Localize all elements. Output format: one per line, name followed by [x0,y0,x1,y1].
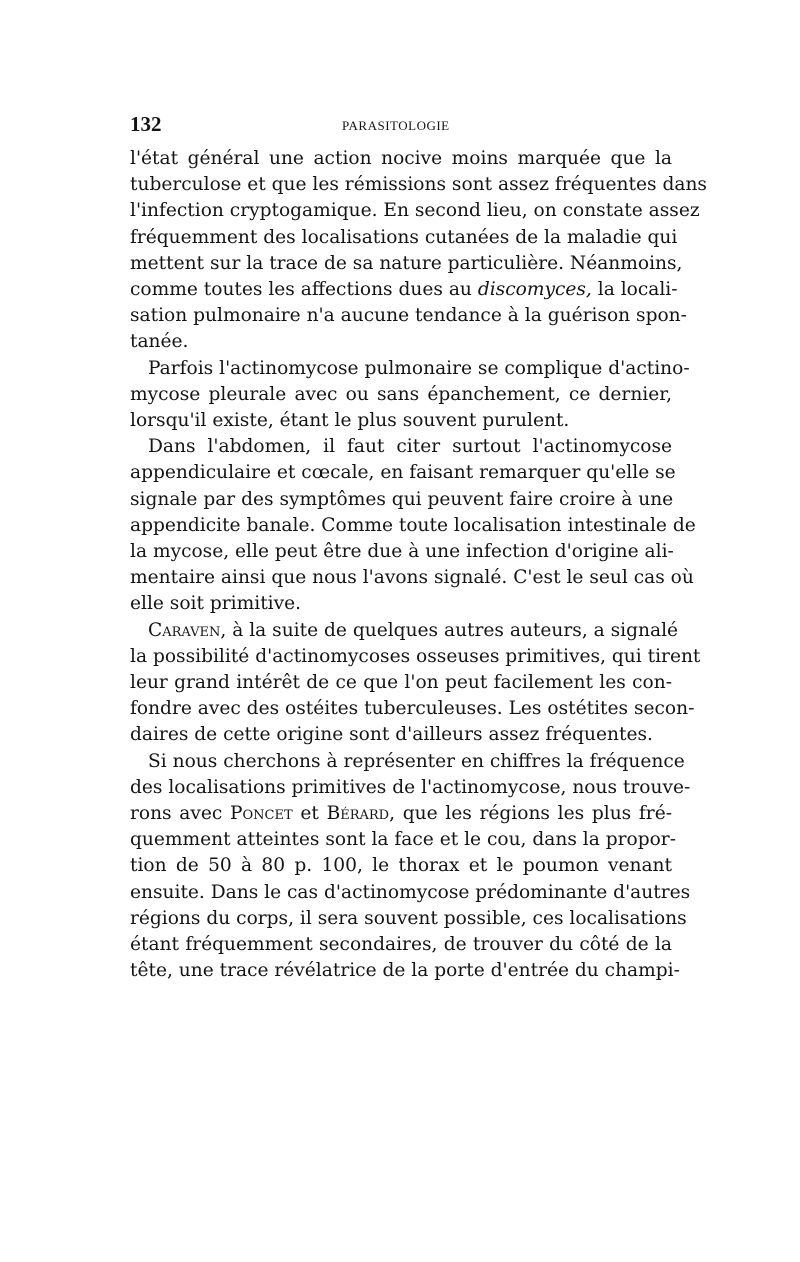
text-line-20: la possibilité d'actinomycoses osseuses primitives, qui tirent [130,645,701,667]
text-run: la locali- [591,279,678,301]
text-run: , que les régions les plus fré- [389,803,672,825]
text-line-23: daires de cette origine sont d'ailleurs assez fréquentes. [130,724,653,746]
running-head [130,112,672,146]
author-name: Caraven [148,619,221,641]
text-line-6 [130,277,678,303]
text-line-28: tion de 50 à 80 p. 100, le thorax et le poumon venant [130,855,672,877]
page-number: 132 [130,112,162,136]
text-run: et [292,803,327,825]
text-run: rons avec [130,803,231,825]
text-line-32: tête, une trace révélatrice de la porte d'entrée du champi- [130,960,680,982]
text-line-11: lorsqu'il existe, étant le plus souvent purulent. [130,410,570,432]
text-line-8: tanée. [130,331,189,353]
text-line-14: signale par des symptômes qui peuvent faire croire à une [130,488,674,510]
body-text [130,146,707,985]
text-line-26 [130,801,672,827]
running-title: PARASITOLOGIE [342,118,450,133]
text-line-16: la mycose, elle peut être due à une infection d'origine ali- [130,541,674,563]
text-line-22: fondre avec des ostéites tuberculeuses. Les ostétites secon- [130,698,695,720]
text-line-13: appendiculaire et cœcale, en faisant remarquer qu'elle se [130,462,676,484]
author-name: Bérard [326,803,390,825]
text-line-10: mycose pleurale avec ou sans épanchement, ce dernier, [130,383,672,405]
text-line-21: leur grand intérêt de ce que l'on peut facilement les con- [130,672,672,694]
text-line-1: l'état général une action nocive moins marquée que la [130,148,672,169]
text-line-31: étant fréquemment secondaires, de trouver du côté de la [130,934,672,956]
text-line-17: mentaire ainsi que nous l'avons signalé. C'est le seul cas où [130,567,694,589]
text-line-18: elle soit primitive. [130,593,302,615]
text-line-12: Dans l'abdomen, il faut citer surtout l'actinomycose [148,436,672,458]
text-line-27: quemment atteintes sont la face et le cou, dans la propor- [130,829,676,851]
text-line-19 [130,618,679,644]
text-line-2: tuberculose et que les rémissions sont assez fréquentes dans [130,174,707,196]
text-line-4: fréquemment des localisations cutanées de la maladie qui [130,226,678,248]
text-line-24: Si nous cherchons à représenter en chiffres la fréquence [148,750,685,772]
text-line-29: ensuite. Dans le cas d'actinomycose prédominante d'autres [130,881,691,903]
text-line-7: sation pulmonaire n'a aucune tendance à la guérison spon- [130,305,687,327]
text-run: , à la suite de quelques autres auteurs, a signalé [220,619,679,641]
italic-term: discomyces, [477,279,592,301]
text-line-9: Parfois l'actinomycose pulmonaire se complique d'actino- [148,357,690,379]
text-run: comme toutes les affections dues au [130,279,478,301]
text-line-25: des localisations primitives de l'actinomycose, nous trouve- [130,776,691,798]
text-line-5: mettent sur la trace de sa nature particulière. Néanmoins, [130,252,683,274]
book-page [130,112,707,985]
text-line-15: appendicite banale. Comme toute localisation intestinale de [130,514,696,536]
text-line-30: régions du corps, il sera souvent possible, ces localisations [130,907,687,929]
text-line-3: l'infection cryptogamique. En second lieu, on constate assez [130,200,700,222]
author-name: Poncet [230,803,293,825]
